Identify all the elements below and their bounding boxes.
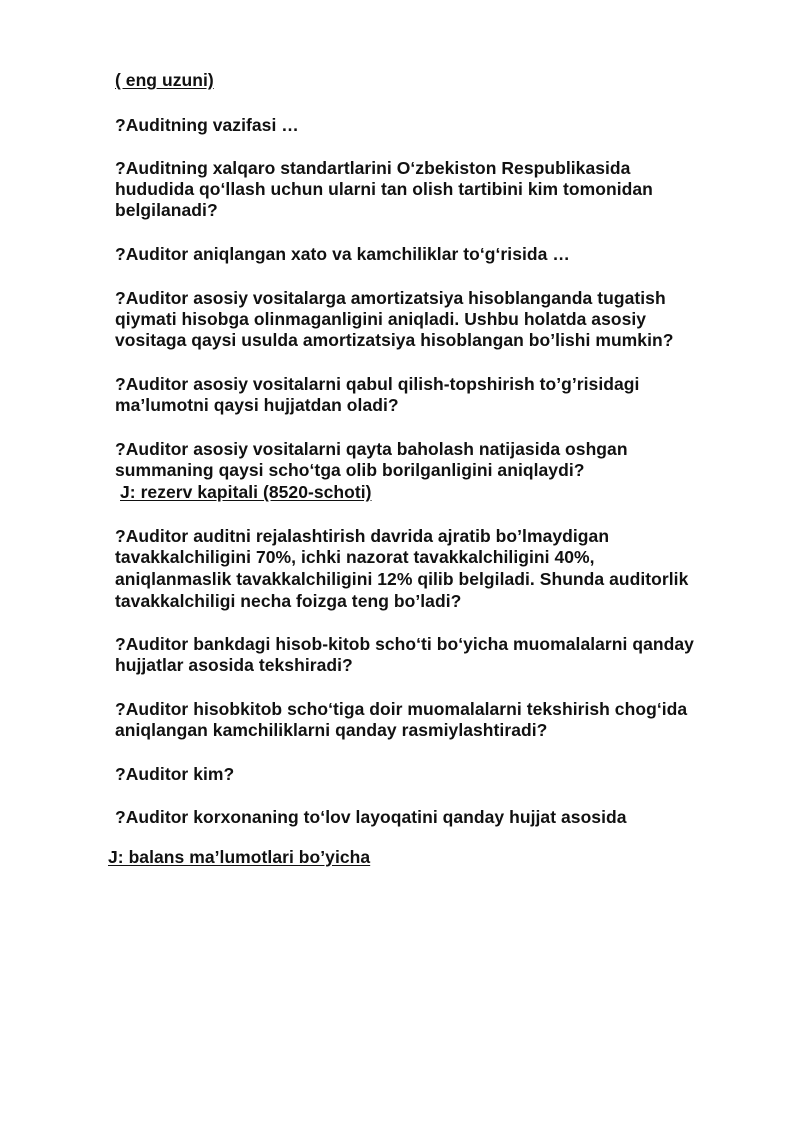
question-transfer-line-1: ?Auditor asosiy vositalarni qabul qilish-topshirish to’g’risidagi <box>115 374 640 394</box>
question-bank-line-1: ?Auditor bankdagi hisob-kitob scho‘ti bo‘yicha muomalalarni qanday <box>115 634 694 654</box>
question-standards-line-1: ?Auditning xalqaro standartlarini O‘zbekiston Respublikasida <box>115 158 631 178</box>
question-revaluation-line-1: ?Auditor asosiy vositalarni qayta baholash natijasida oshgan <box>115 439 628 459</box>
question-amortization-line-3: vositaga qaysi usulda amortizatsiya hisoblangan bo’lishi mumkin? <box>115 330 674 350</box>
question-errors: ?Auditor aniqlangan xato va kamchiliklar to‘g‘risida … <box>115 244 570 264</box>
question-settlement-line-1: ?Auditor hisobkitob scho‘tiga doir muomalalarni tekshirish chog‘ida <box>115 699 688 719</box>
question-who-auditor: ?Auditor kim? <box>115 764 235 784</box>
question-audit-task: ?Auditning vazifasi … <box>115 115 299 135</box>
question-amortization-line-2: qiymati hisobga olinmaganligini aniqladi. Ushbu holatda asosiy <box>115 309 647 329</box>
question-risk-line-1: ?Auditor auditni rejalashtirish davrida ajratib bo’lmaydigan <box>115 526 610 546</box>
answer-revaluation: J: rezerv kapitali (8520-schoti) <box>120 482 372 502</box>
question-standards-line-2: hududida qo‘llash uchun ularni tan olish tartibini kim tomonidan <box>115 179 653 199</box>
question-transfer-line-2: ma’lumotni qaysi hujjatdan oladi? <box>115 395 399 415</box>
question-revaluation-line-2: summaning qaysi scho‘tga olib borilganligini aniqlaydi? <box>115 460 585 480</box>
question-standards-line-3: belgilanadi? <box>115 200 218 220</box>
answer-solvency: J: balans ma’lumotlari bo’yicha <box>108 847 371 867</box>
question-risk-line-2: tavakkalchiligini 70%, ichki nazorat tavakkalchiligini 40%, <box>115 547 595 567</box>
question-risk-line-4: tavakkalchiligi necha foizga teng bo’ladi? <box>115 591 462 611</box>
question-solvency: ?Auditor korxonaning to‘lov layoqatini qanday hujjat asosida <box>115 807 627 827</box>
question-bank-line-2: hujjatlar asosida tekshiradi? <box>115 655 353 675</box>
document-heading: ( eng uzuni) <box>115 70 214 90</box>
question-amortization-line-1: ?Auditor asosiy vositalarga amortizatsiya hisoblanganda tugatish <box>115 288 666 308</box>
question-risk-line-3: aniqlanmaslik tavakkalchiligini 12% qilib belgiladi. Shunda auditorlik <box>115 569 689 589</box>
question-settlement-line-2: aniqlangan kamchiliklarni qanday rasmiylashtiradi? <box>115 720 548 740</box>
